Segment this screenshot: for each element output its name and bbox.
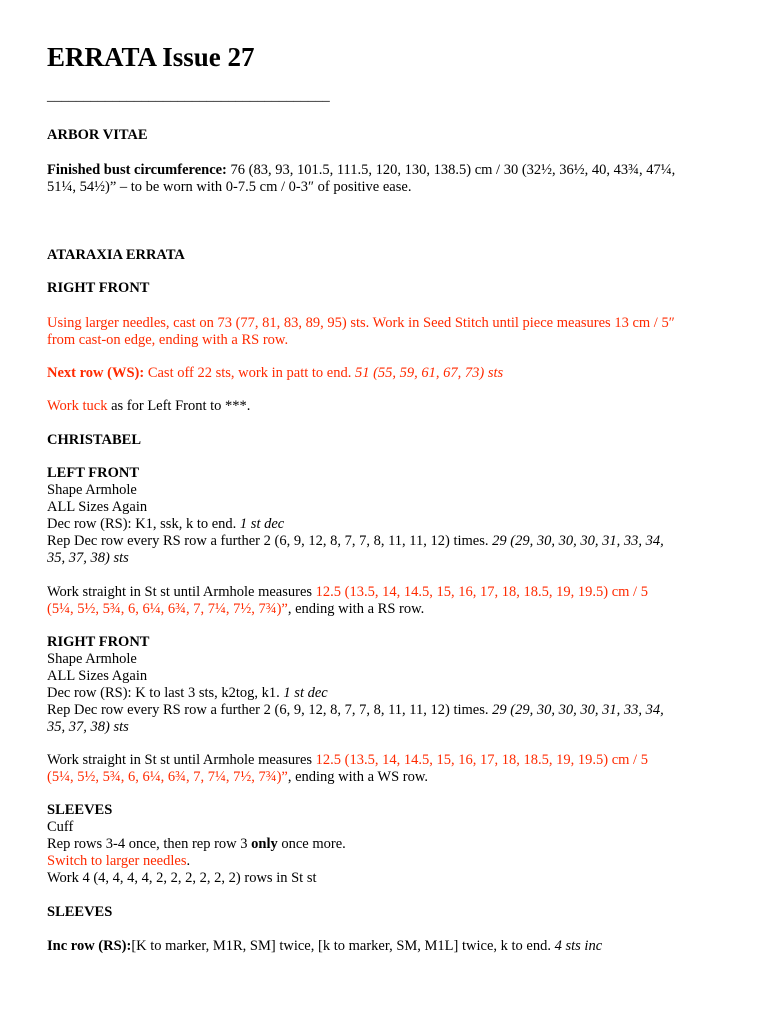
right-rep-text: Rep Dec row every RS row a further 2 (6, 9, 12, 8, 7, 7, 8, 11, 11, 12) times. [47, 702, 493, 718]
left-straight-text: Work straight in St st until Armhole measures [47, 584, 316, 600]
right-rep-line-1 [47, 702, 737, 719]
inc-row-count: 4 sts inc [554, 938, 603, 954]
inc-row-text: [K to marker, M1R, SM] twice, [k to marker, SM, M1L] twice, k to end. [131, 938, 555, 954]
sleeves-heading-2: SLEEVES [47, 904, 113, 920]
christabel-left-front-section [47, 465, 737, 567]
rep-rows-only: only [251, 836, 278, 852]
page-title: ERRATA Issue 27 [47, 42, 255, 72]
work-tuck-red: Work tuck [47, 398, 108, 414]
inc-row-label: Inc row (RS): [47, 938, 132, 954]
right-straight-ending: , ending with a WS row. [287, 769, 428, 785]
arbor-vitae-heading: ARBOR VITAE [47, 127, 148, 143]
left-shape-armhole: Shape Armhole [47, 482, 137, 498]
right-straight-measure-1: 12.5 (13.5, 14, 14.5, 15, 16, 17, 18, 18.5, 19, 19.5) cm / 5 [315, 752, 648, 768]
switch-needles-text: Switch to larger needles [47, 853, 187, 869]
rep-rows-text-a: Rep rows 3-4 once, then rep row 3 [47, 836, 252, 852]
left-front-heading: LEFT FRONT [47, 465, 139, 481]
bust-text-2: 51¼, 54½)” – to be worn with 0-7.5 cm / 0-3″ of positive ease. [47, 179, 412, 195]
sleeves-work4: Work 4 (4, 4, 4, 4, 2, 2, 2, 2, 2, 2) rows in St st [47, 870, 317, 886]
left-dec-row-count: 1 st dec [239, 516, 285, 532]
arbor-bust-paragraph [47, 162, 737, 196]
left-rep-line-1 [47, 533, 737, 550]
right-shape-armhole: Shape Armhole [47, 651, 137, 667]
next-row-count: 51 (55, 59, 61, 67, 73) sts [354, 365, 504, 381]
ataraxia-right-front-heading: RIGHT FRONT [47, 280, 150, 296]
sleeves-rep-rows [47, 836, 737, 853]
bust-label: Finished bust circumference: [47, 162, 227, 178]
right-all-sizes: ALL Sizes Again [47, 668, 148, 684]
title-rule: _______________________________________ [47, 88, 330, 104]
left-rep-count-2: 35, 37, 38) sts [47, 550, 129, 566]
right-dec-row [47, 685, 737, 702]
bust-text-1: 76 (83, 93, 101.5, 111.5, 120, 130, 138.5) cm / 30 (32½, 36½, 40, 43¾, 47¼, [226, 162, 676, 178]
right-front-heading: RIGHT FRONT [47, 634, 150, 650]
christabel-right-front-section [47, 634, 737, 736]
left-all-sizes: ALL Sizes Again [47, 499, 148, 515]
right-dec-row-text: Dec row (RS): K to last 3 sts, k2tog, k1. [47, 685, 284, 701]
left-rep-text: Rep Dec row every RS row a further 2 (6, 9, 12, 8, 7, 7, 8, 11, 11, 12) times. [47, 533, 493, 549]
left-straight-measure-2: (5¼, 5½, 5¾, 6, 6¼, 6¾, 7, 7¼, 7½, 7¾)” [47, 601, 288, 617]
work-tuck-rest: as for Left Front to ***. [107, 398, 251, 414]
ataraxia-work-tuck [47, 398, 737, 415]
next-row-label: Next row (WS): [47, 365, 145, 381]
left-dec-row [47, 516, 737, 533]
cast-on-line-1: Using larger needles, cast on 73 (77, 81, 83, 89, 95) sts. Work in Seed Stitch until piece measures 13 cm / 5″ [47, 315, 675, 331]
switch-needles-dot: . [186, 853, 191, 869]
left-straight-measure-1: 12.5 (13.5, 14, 14.5, 15, 16, 17, 18, 18.5, 19, 19.5) cm / 5 [315, 584, 648, 600]
ataraxia-cast-on-paragraph [47, 315, 737, 349]
ataraxia-heading: ATARAXIA ERRATA [47, 247, 185, 263]
rep-rows-text-b: once more. [277, 836, 346, 852]
ataraxia-next-row [47, 365, 737, 382]
right-rep-count-2: 35, 37, 38) sts [47, 719, 129, 735]
left-rep-count-1: 29 (29, 30, 30, 30, 31, 33, 34, [492, 533, 664, 549]
sleeves-switch [47, 853, 737, 870]
right-straight-measure-2: (5¼, 5½, 5¾, 6, 6¼, 6¾, 7, 7¼, 7½, 7¾)” [47, 769, 288, 785]
right-rep-count-1: 29 (29, 30, 30, 30, 31, 33, 34, [492, 702, 664, 718]
right-dec-row-count: 1 st dec [283, 685, 328, 701]
right-straight-text: Work straight in St st until Armhole measures [47, 752, 316, 768]
sleeves-cuff: Cuff [47, 819, 74, 835]
christabel-sleeves-1 [47, 802, 737, 887]
sleeves-heading-1: SLEEVES [47, 802, 113, 818]
cast-on-line-2: from cast-on edge, ending with a RS row. [47, 332, 289, 348]
sleeves-inc-row [47, 938, 737, 955]
left-dec-row-text: Dec row (RS): K1, ssk, k to end. [47, 516, 240, 532]
christabel-left-straight [47, 584, 737, 618]
christabel-heading: CHRISTABEL [47, 432, 142, 448]
next-row-text: Cast off 22 sts, work in patt to end. [144, 365, 355, 381]
left-straight-ending: , ending with a RS row. [287, 601, 425, 617]
christabel-right-straight [47, 752, 737, 786]
